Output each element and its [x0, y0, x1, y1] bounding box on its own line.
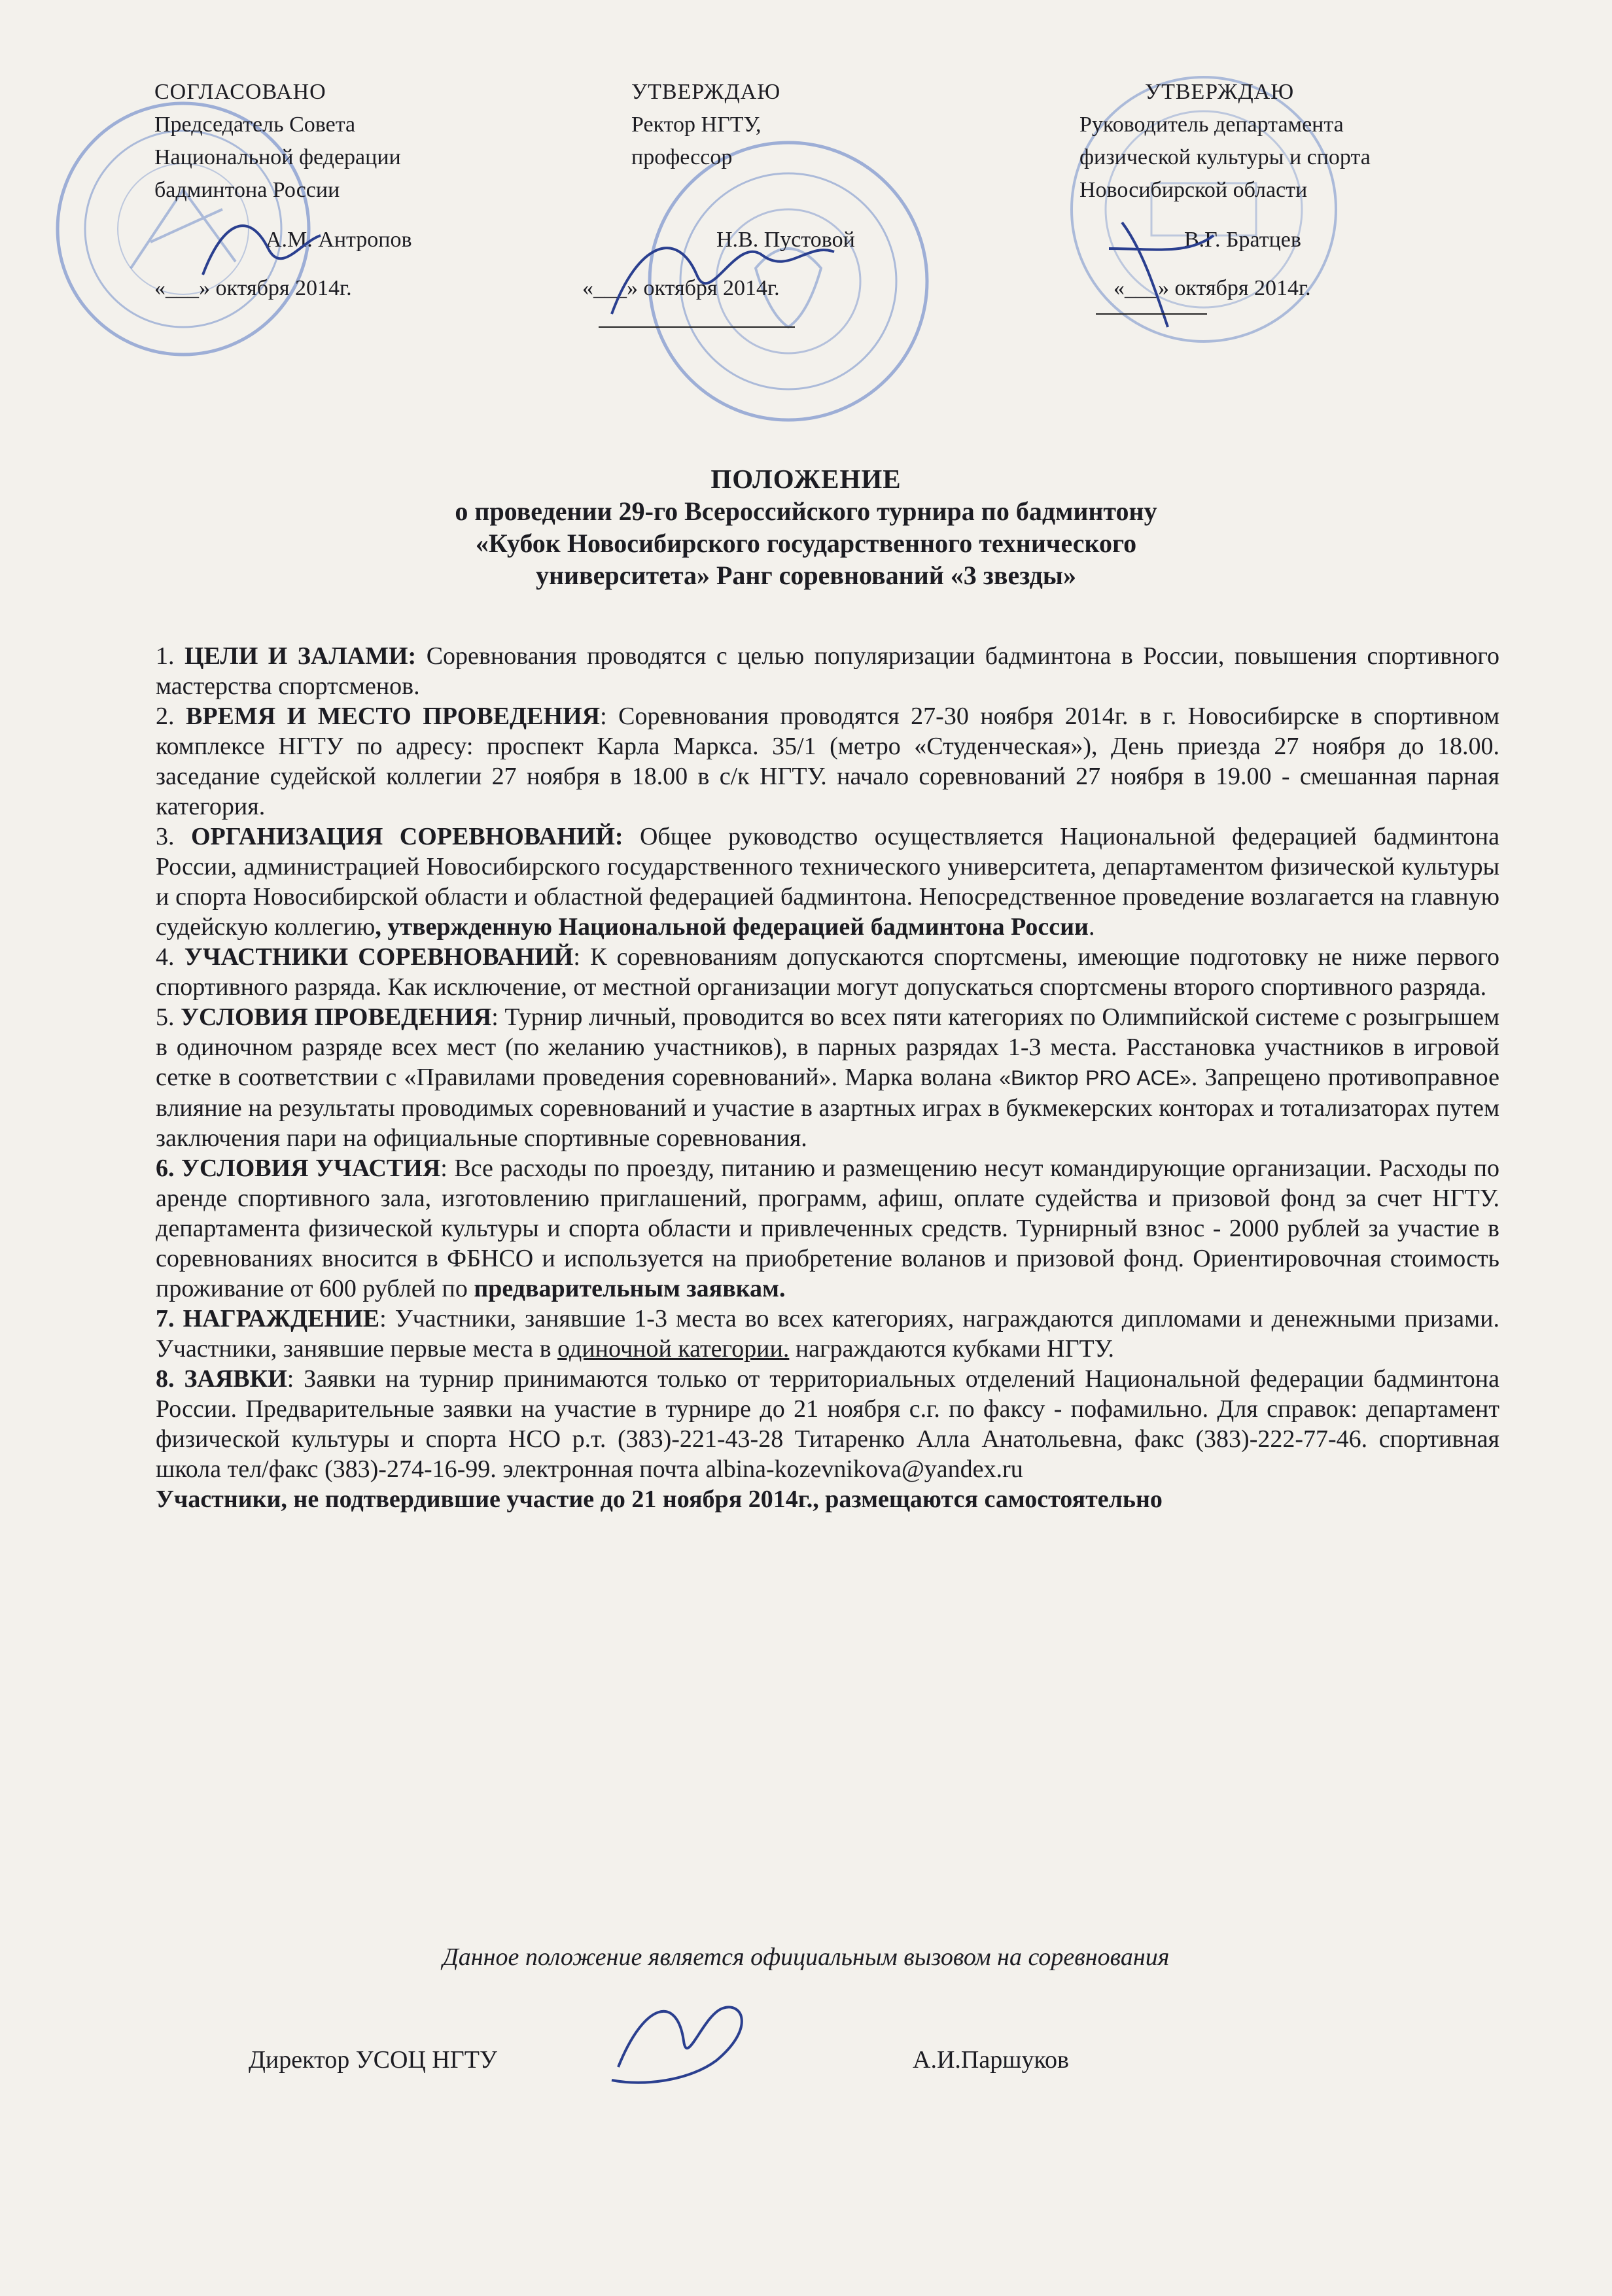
- block-title: УТВЕРЖДАЮ: [1145, 80, 1295, 104]
- position-line: бадминтона России: [154, 178, 340, 202]
- block-title: СОГЛАСОВАНО: [154, 80, 326, 104]
- position-line: Руководитель департамента: [1079, 113, 1344, 137]
- section-text-bold: предварительным заявкам.: [474, 1275, 786, 1302]
- section-text: : Все расходы по проезду, питанию и размещению несут командирующие организации. Расходы по аренде спортивного зала, изготовлению приглашений, программ, афиш, оплате судейства и призовой фонд за счет НГТУ. департамента физической культуры и спорта области и привлеченных средств. Турнирный взнос - 2000 рублей за участие в соревнованиях вносится в ФБНСО и используется на приобретение воланов и призовой фонд. Ориентировочная стоимость проживание от 600 рублей по: [156, 1155, 1500, 1302]
- section-text: : Заявки на турнир принимаются только от территориальных отделений Национальной федерации бадминтона России. Предварительные заявки на участие в турнире до 21 ноября с.г. по факсу - пофамильно. Для справок: департамент физической культуры и спорта НСО р.т. (383)-221-43-28 Титаренко Алла Анатольевна, факс (383)-222-77-46. спортивная школа тел/факс (383)-274-16-99. электронная почта albina-kozevnikova@yandex.ru: [156, 1365, 1499, 1483]
- shuttlecock-brand: «Виктор PRO ACE»: [999, 1066, 1191, 1090]
- section-awards: [156, 1304, 1499, 1364]
- section-text: : Соревнования проводятся 27-30 ноября 2014г. в г. Новосибирске в спортивном комплексе НГТУ по адресу: проспект Карла Маркса. 35/1 (метро «Студенческая»), День приезда 27 ноября до 18.00. заседание судейской коллегии 27 ноября в 18.00 в с/к НГТУ. начало соревнований 27 ноября в 19.00 - смешанная парная категория.: [156, 703, 1500, 820]
- signature-federation: [196, 196, 327, 294]
- section-text-continued: . Запрещено противоправное влияние на результаты проводимых соревнований и участие в азартных играх в букмекерских конторах и тотализаторах путем заключения пари на официальные спортивные соревнования.: [156, 1064, 1499, 1152]
- approval-date: «___» октября 2014г.: [1113, 276, 1311, 300]
- section-number: 1.: [156, 642, 175, 670]
- signature-department: [1096, 209, 1292, 334]
- section-time-place: [156, 701, 1499, 822]
- position-line: Национальной федерации: [154, 145, 401, 169]
- section-heading: УСЛОВИЯ ПРОВЕДЕНИЯ: [181, 1003, 492, 1031]
- section-heading: ЦЕЛИ И ЗАЛАМИ:: [184, 642, 417, 670]
- section-text: : Турнир личный, проводится во всех пяти категориях по Олимпийской системе с розыгрышем в одиночном разряде всех мест (по желанию участников), в парных разрядах 1-3 места. Расстановка участников в игровой сетке в соответствии с «Правилами проведения соревнований». Марка волана: [156, 1003, 1500, 1091]
- section-conditions: [156, 1002, 1499, 1153]
- signatory-name: В.Г. Братцев: [1184, 228, 1301, 252]
- section-text: : К соревнованиям допускаются спортсмены, имеющие подготовку не ниже первого спортивного разряда. Как исключение, от местной организации могут допускаться спортсмены второго спортивного разряда.: [156, 943, 1499, 1001]
- position-line: профессор: [631, 145, 733, 169]
- position-line: Председатель Совета: [154, 113, 356, 137]
- section-number: 6.: [156, 1155, 175, 1182]
- footer-role: Директор УСОЦ НГТУ: [249, 2046, 497, 2074]
- section-heading: ВРЕМЯ И МЕСТО ПРОВЕДЕНИЯ: [185, 703, 601, 730]
- section-number: 5.: [156, 1003, 175, 1031]
- position-line: Новосибирской области: [1079, 178, 1308, 202]
- document-title: [0, 463, 1612, 591]
- section-participants: [156, 942, 1499, 1002]
- section-organization: [156, 822, 1499, 942]
- approval-date: «___» октября 2014г.: [154, 276, 352, 300]
- section-number: 2.: [156, 703, 175, 730]
- director-signature: [605, 1989, 769, 2100]
- signatory-name: А.М. Антропов: [266, 228, 412, 252]
- section-heading: УЧАСТНИКИ СОРЕВНОВАНИЙ: [184, 943, 574, 971]
- closing-statement: Данное положение является официальным вызовом на соревнования: [442, 1943, 1170, 1971]
- section-heading: ЗАЯВКИ: [184, 1365, 287, 1393]
- regulation-body: [156, 641, 1499, 1514]
- signature-rector: [599, 216, 847, 340]
- section-text: Соревнования проводятся с целью популяризации бадминтона в России, повышения спортивного мастерства спортсменов.: [156, 642, 1500, 700]
- title-line: университета» Ранг соревнований «3 звезды»: [535, 561, 1077, 590]
- signatory-name: Н.В. Пустовой: [716, 228, 855, 252]
- section-goals: [156, 641, 1499, 701]
- section-text-bold: , утвержденную Национальной федерацией бадминтона России: [375, 913, 1089, 941]
- approval-date: «___» октября 2014г.: [582, 276, 780, 300]
- section-text: Общее руководство осуществляется Национальной федерацией бадминтона России, администрацией Новосибирского государственного технического университета, департаментом физической культуры и спорта Новосибирской области и областной федерацией бадминтона. Непосредственное проведение возлагается на главную судейскую коллегию: [156, 823, 1500, 941]
- title-line: «Кубок Новосибирского государственного технического: [475, 529, 1137, 558]
- section-number: 3.: [156, 823, 175, 850]
- section-number: 8.: [156, 1365, 175, 1393]
- document-kind: ПОЛОЖЕНИЕ: [710, 464, 902, 494]
- title-line: о проведении 29-го Всероссийского турнира по бадминтону: [455, 496, 1157, 526]
- section-text-underlined: одиночной категории.: [557, 1335, 790, 1363]
- section-applications: [156, 1364, 1499, 1484]
- section-heading: ОРГАНИЗАЦИЯ СОРЕВНОВАНИЙ:: [190, 823, 623, 850]
- section-participation-terms: [156, 1153, 1499, 1304]
- section-text-continued: награждаются кубками НГТУ.: [789, 1335, 1114, 1363]
- section-text-end: .: [1088, 913, 1095, 941]
- footer-name: А.И.Паршуков: [913, 2046, 1069, 2074]
- section-number: 7.: [156, 1305, 175, 1332]
- section-heading: УСЛОВИЯ УЧАСТИЯ: [181, 1155, 441, 1182]
- position-line: Ректор НГТУ,: [631, 113, 762, 137]
- position-line: физической культуры и спорта: [1079, 145, 1371, 169]
- final-note: Участники, не подтвердившие участие до 21 ноября 2014г., размещаются самостоятельно: [156, 1486, 1163, 1513]
- block-title: УТВЕРЖДАЮ: [631, 80, 781, 104]
- section-heading: НАГРАЖДЕНИЕ: [183, 1305, 380, 1332]
- section-text: : Участники, занявшие 1-3 места во всех категориях, награждаются дипломами и денежными призами. Участники, занявшие первые места в: [156, 1305, 1500, 1363]
- section-number: 4.: [156, 943, 175, 971]
